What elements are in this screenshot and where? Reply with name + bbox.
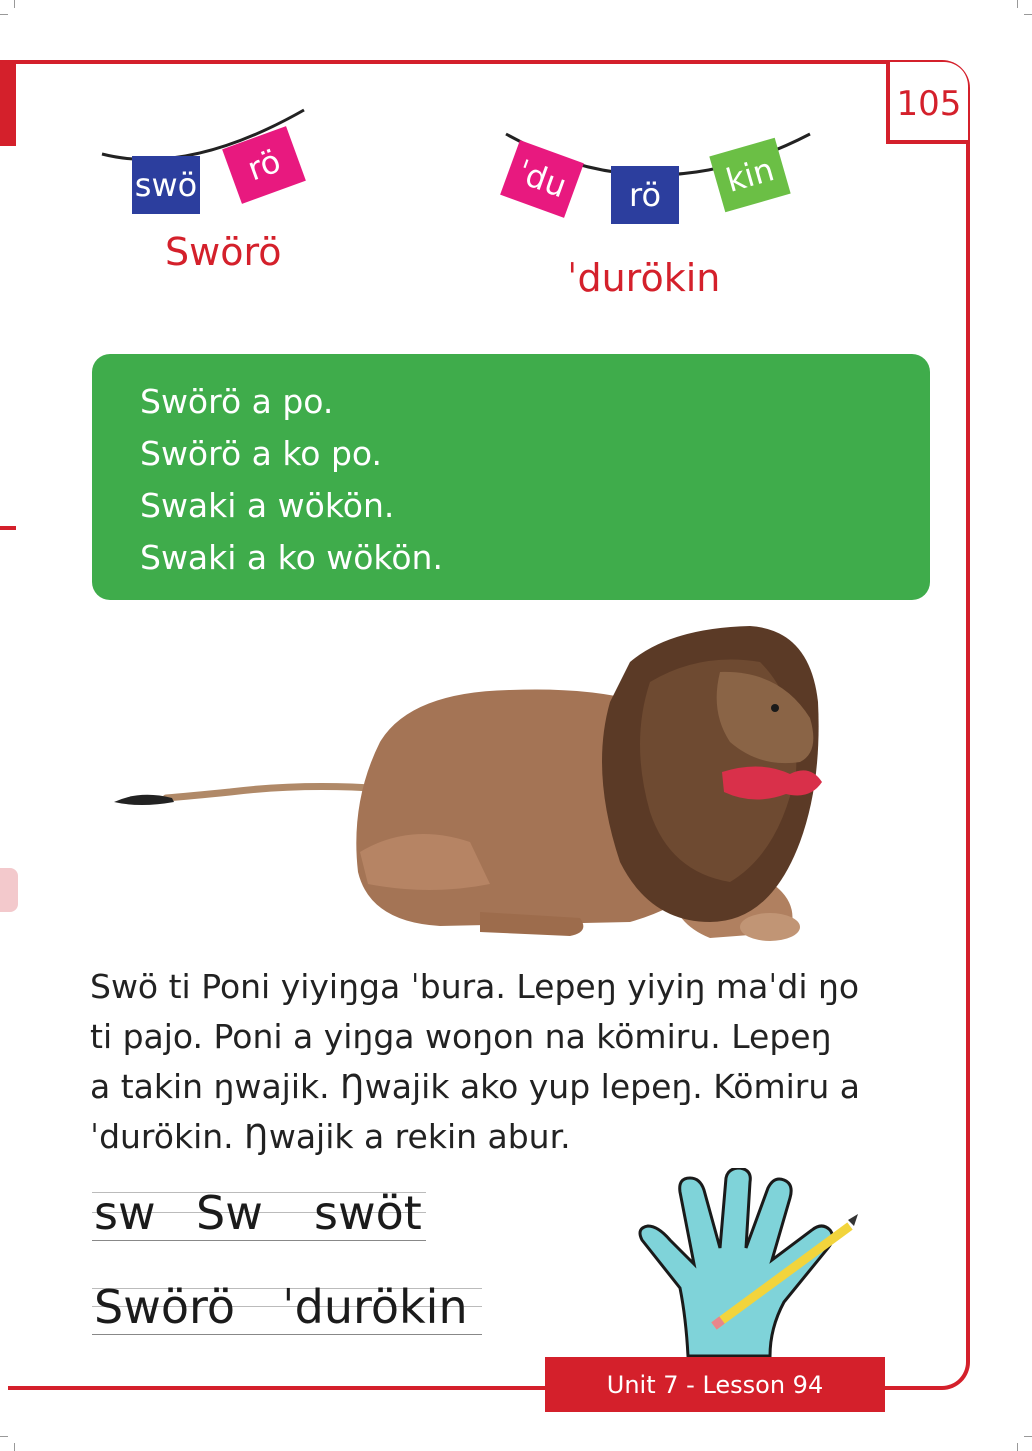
flag-swo: swö: [132, 156, 200, 214]
flag-ro: rö: [222, 126, 306, 204]
lion-illustration: [110, 622, 830, 952]
crop-mark: [0, 14, 8, 15]
writing-line: [92, 1240, 426, 1241]
edge-tick: [0, 526, 16, 530]
crop-mark: [1017, 0, 1018, 8]
sentence-line: Swörö a po.: [140, 382, 334, 421]
word-durokin: ˈdurökin: [567, 256, 721, 300]
crop-mark: [14, 1443, 15, 1451]
page-number-box: [886, 62, 968, 144]
crop-mark: [1017, 1443, 1018, 1451]
crop-mark: [1024, 14, 1032, 15]
hand-pencil-illustration: [636, 1168, 862, 1358]
writing-sample: sw: [94, 1186, 156, 1240]
writing-sample: swöt: [314, 1186, 422, 1240]
story-line: Swö ti Poni yiyiŋga ˈbura. Lepeŋ yiyiŋ maˈdi ŋo: [90, 967, 860, 1006]
sentence-line: Swörö a ko po.: [140, 434, 383, 473]
flag-ro-2: rö: [611, 166, 679, 224]
flag-du: ˈdu: [500, 140, 584, 218]
writing-sample: Swörö: [94, 1280, 236, 1334]
story-line: a takin ŋwajik. Ŋwajik ako yup lepeŋ. Kömiru a: [90, 1067, 860, 1106]
sentence-line: Swaki a ko wökön.: [140, 538, 443, 577]
writing-sample: Sw: [196, 1186, 263, 1240]
writing-sample: ˈdurökin: [282, 1280, 468, 1334]
crop-mark: [14, 0, 15, 8]
edge-tab-faded: [0, 868, 18, 912]
page-number: 105: [896, 84, 962, 124]
crop-mark: [0, 1436, 8, 1437]
footer-unit-lesson: Unit 7 - Lesson 94: [545, 1357, 885, 1412]
flag-kin: kin: [709, 138, 790, 212]
writing-line: [92, 1334, 482, 1335]
story-line: ti pajo. Poni a yiŋga woŋon na kömiru. Lepeŋ: [90, 1017, 832, 1056]
edge-tab: [0, 60, 16, 146]
crop-mark: [1024, 1436, 1032, 1437]
story-text: [90, 962, 880, 1162]
sentence-box: [92, 354, 930, 600]
sentence-line: Swaki a wökön.: [140, 486, 395, 525]
story-line: ˈdurökin. Ŋwajik a rekin abur.: [90, 1117, 571, 1156]
word-sworo: Swörö: [165, 230, 282, 274]
